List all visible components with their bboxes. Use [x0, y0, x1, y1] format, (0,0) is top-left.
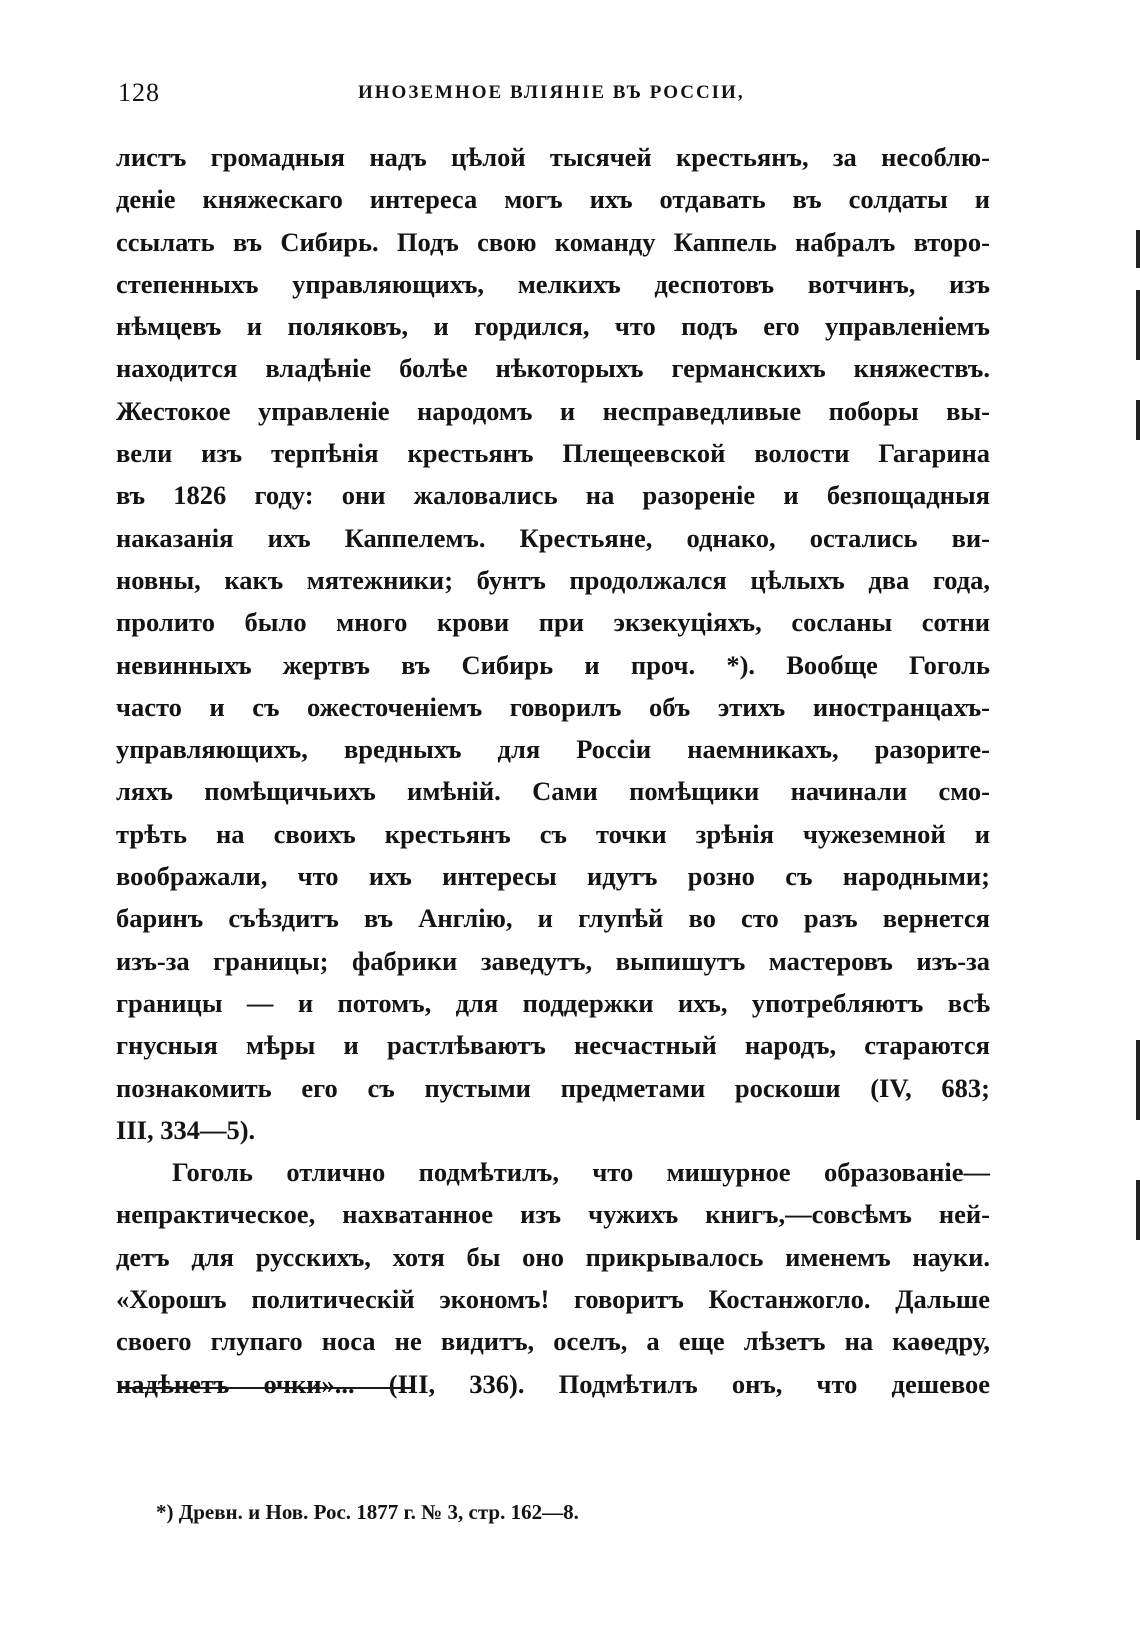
text-line: изъ-за границы; фабрики заведутъ, выпишутъ мастеровъ изъ-за	[116, 945, 990, 976]
text-line: находится владѣнiе болѣе нѣкоторыхъ германскихъ княжествъ.	[116, 353, 990, 384]
scan-edge-mark	[1136, 1180, 1140, 1240]
text-line: границы — и потомъ, для поддержки ихъ, употребляютъ всѣ	[116, 987, 990, 1018]
text-line: новны, какъ мятежники; бунтъ продолжался цѣлыхъ два года,	[116, 564, 990, 595]
text-line: ляхъ помѣщичьихъ имѣнiй. Сами помѣщики начинали смо-	[116, 776, 990, 807]
scan-edge-mark	[1136, 1040, 1140, 1120]
footnote-divider	[120, 1387, 412, 1389]
text-line: III, 334—5).	[116, 1114, 256, 1145]
text-line: гнусныя мѣры и растлѣваютъ несчастный народъ, стараются	[116, 1030, 990, 1061]
text-line: вели изъ терпѣнiя крестьянъ Плещеевской волости Гагарина	[116, 438, 990, 469]
text-line: баринъ съѣздитъ въ Англiю, и глупѣй во сто разъ вернется	[116, 903, 990, 934]
footnote: *) Древн. и Нов. Рос. 1877 г. № 3, стр. 162—8.	[156, 1500, 579, 1524]
text-line: наказанiя ихъ Каппелемъ. Крестьяне, однако, остались ви-	[116, 522, 990, 553]
text-line: денiе княжескаго интереса могъ ихъ отдавать въ солдаты и	[116, 184, 990, 215]
text-line: ссылать въ Сибирь. Подъ свою команду Каппель набралъ второ-	[116, 226, 990, 257]
page-header	[118, 78, 988, 118]
text-line: въ 1826 году: они жаловались на разоренiе и безпощадныя	[116, 480, 990, 511]
running-title: ИНОЗЕМНОЕ ВЛIЯНIЕ ВЪ РОССIИ,	[358, 82, 745, 103]
text-line: трѣть на своихъ крестьянъ съ точки зрѣнiя чужеземной и	[116, 818, 990, 849]
text-line: познакомить его съ пустыми предметами роскоши (IV, 683;	[116, 1072, 990, 1103]
scan-edge-mark	[1136, 400, 1140, 440]
text-line: управляющихъ, вредныхъ для Россiи наемникахъ, разорите-	[116, 734, 990, 765]
text-line: часто и съ ожесточенiемъ говорилъ объ этихъ иностранцахъ-	[116, 691, 990, 722]
text-line: Гоголь отлично подмѣтилъ, что мишурное образованiе—	[172, 1157, 990, 1188]
text-line: нѣмцевъ и поляковъ, и гордился, что подъ его управленiемъ	[116, 311, 990, 342]
text-line: воображали, что ихъ интересы идутъ розно съ народными;	[116, 861, 990, 892]
body-text	[116, 136, 990, 1405]
text-line: надѣнетъ очки»... (III, 336). Подмѣтилъ онъ, что дешевое	[116, 1368, 990, 1399]
scan-edge-mark	[1136, 290, 1140, 360]
text-line: детъ для русскихъ, хотя бы оно прикрывалось именемъ науки.	[116, 1241, 990, 1272]
text-line: листъ громадныя надъ цѣлой тысячей крестьянъ, за несоблю-	[116, 142, 990, 172]
text-line: степенныхъ управляющихъ, мелкихъ деспотовъ вотчинъ, изъ	[116, 268, 990, 299]
page-number: 128	[118, 78, 160, 107]
scan-edge-mark	[1136, 230, 1140, 268]
text-line: «Хорошъ политическiй экономъ! говоритъ Костанжогло. Дальше	[116, 1284, 990, 1315]
text-line: Жестокое управленiе народомъ и несправедливые поборы вы-	[116, 395, 990, 426]
text-line: невинныхъ жертвъ въ Сибирь и проч. *). Вообще Гоголь	[116, 649, 990, 680]
text-line: непрактическое, нахватанное изъ чужихъ книгъ,—совсѣмъ ней-	[116, 1199, 990, 1230]
text-line: своего глупаго носа не видитъ, оселъ, а еще лѣзетъ на каѳедру,	[116, 1326, 990, 1357]
text-line: пролито было много крови при экзекуцiяхъ, сосланы сотни	[116, 607, 990, 638]
